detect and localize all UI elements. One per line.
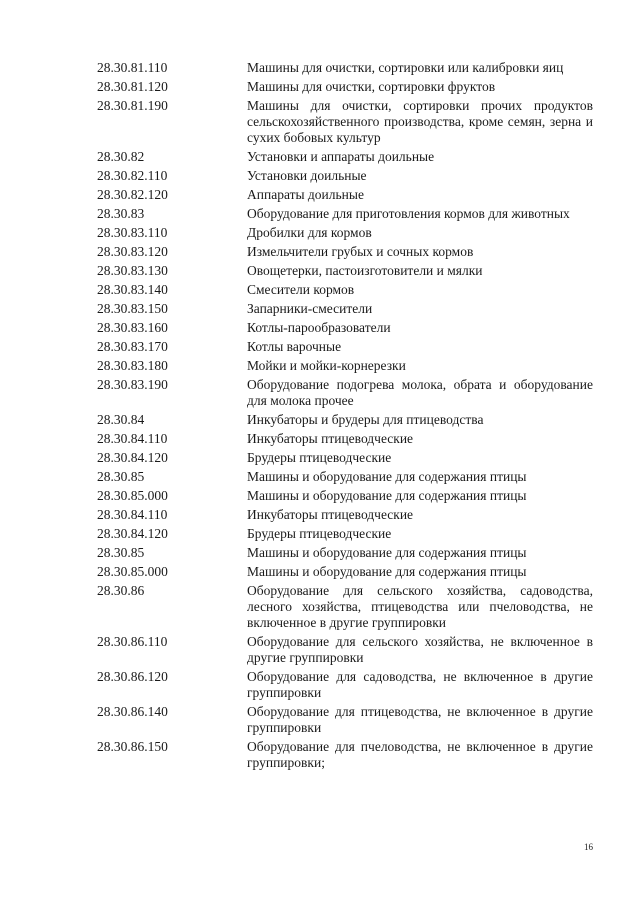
row-code: 28.30.84.120 [97,450,168,465]
row-name: Брудеры птицеводческие [247,526,392,541]
row-name: Оборудование для приготовления кормов для животных [247,206,570,221]
row-name: Запарники-смесители [247,301,373,316]
row-code: 28.30.82 [97,149,145,164]
row-name: Аппараты доильные [247,187,364,202]
row-name: Инкубаторы птицеводческие [247,507,414,522]
table-row [0,450,640,466]
table-row [0,377,640,409]
row-name: Оборудование для сельского хозяйства, не включенное в другие группировки [247,634,593,665]
row-name: Котлы-парообразователи [247,320,391,335]
row-code: 28.30.84 [97,412,145,427]
table-row [0,98,640,146]
table-row [0,320,640,336]
row-name: Машины и оборудование для содержания птицы [247,545,527,560]
table-row [0,431,640,447]
row-name: Инкубаторы птицеводческие [247,431,414,446]
table-row [0,168,640,184]
row-code: 28.30.85.000 [97,564,168,579]
table-row [0,634,640,666]
table-row [0,545,640,561]
row-name: Оборудование для птицеводства, не включенное в другие группировки [247,704,593,735]
table-row [0,282,640,298]
row-code: 28.30.81.120 [97,79,168,94]
table-row [0,564,640,580]
row-code: 28.30.85.000 [97,488,168,503]
table-row [0,583,640,631]
row-name: Оборудование для сельского хозяйства, садоводства, лесного хозяйства, птицеводства или пчеловодства, не включенное в другие группировки [247,583,593,630]
row-name: Машины для очистки, сортировки или калибровки яиц [247,60,564,75]
row-name: Брудеры птицеводческие [247,450,392,465]
row-code: 28.30.82.110 [97,168,168,183]
row-code: 28.30.84.120 [97,526,168,541]
table-row [0,206,640,222]
table-row [0,244,640,260]
table-row [0,149,640,165]
row-code: 28.30.84.110 [97,507,168,522]
row-name: Машины и оборудование для содержания птицы [247,469,527,484]
row-code: 28.30.85 [97,469,145,484]
row-code: 28.30.81.110 [97,60,168,75]
row-code: 28.30.84.110 [97,431,168,446]
row-name: Оборудование для садоводства, не включенное в другие группировки [247,669,593,700]
table-row [0,339,640,355]
row-name: Машины и оборудование для содержания птицы [247,488,527,503]
row-code: 28.30.83.120 [97,244,168,259]
row-code: 28.30.83.150 [97,301,168,316]
table-row [0,225,640,241]
row-code: 28.30.86 [97,583,145,598]
table-row [0,301,640,317]
row-name: Машины для очистки, сортировки фруктов [247,79,496,94]
table-row [0,358,640,374]
row-code: 28.30.83.110 [97,225,168,240]
row-name: Дробилки для кормов [247,225,372,240]
row-code: 28.30.86.150 [97,739,168,754]
row-name: Оборудование подогрева молока, обрата и оборудование для молока прочее [247,377,593,408]
row-code: 28.30.86.140 [97,704,168,719]
row-code: 28.30.83.140 [97,282,168,297]
row-code: 28.30.83.190 [97,377,168,392]
row-code: 28.30.83.130 [97,263,168,278]
table-row [0,412,640,428]
row-name: Инкубаторы и брудеры для птицеводства [247,412,484,427]
table-row [0,60,640,76]
row-name: Установки доильные [247,168,367,183]
table-row [0,469,640,485]
classification-table [0,60,640,774]
row-code: 28.30.83.160 [97,320,168,335]
table-row [0,263,640,279]
row-name: Котлы варочные [247,339,342,354]
row-code: 28.30.83.170 [97,339,168,354]
table-row [0,507,640,523]
row-code: 28.30.85 [97,545,145,560]
row-name: Овощетерки, пастоизготовители и мялки [247,263,483,278]
row-name: Измельчители грубых и сочных кормов [247,244,474,259]
table-row [0,704,640,736]
table-row [0,187,640,203]
table-row [0,488,640,504]
table-row [0,739,640,771]
table-row [0,669,640,701]
row-name: Машины и оборудование для содержания птицы [247,564,527,579]
row-code: 28.30.86.110 [97,634,168,649]
table-row [0,526,640,542]
row-name: Машины для очистки, сортировки прочих продуктов сельскохозяйственного производства, кроме семян, зерна и сухих бобовых культур [247,98,593,145]
row-code: 28.30.83.180 [97,358,168,373]
page-number: 16 [584,842,593,852]
row-code: 28.30.82.120 [97,187,168,202]
row-code: 28.30.81.190 [97,98,168,113]
row-code: 28.30.83 [97,206,145,221]
table-row [0,79,640,95]
row-name: Мойки и мойки-корнерезки [247,358,406,373]
row-name: Установки и аппараты доильные [247,149,435,164]
row-name: Оборудование для пчеловодства, не включенное в другие группировки; [247,739,593,770]
row-name: Смесители кормов [247,282,355,297]
row-code: 28.30.86.120 [97,669,168,684]
